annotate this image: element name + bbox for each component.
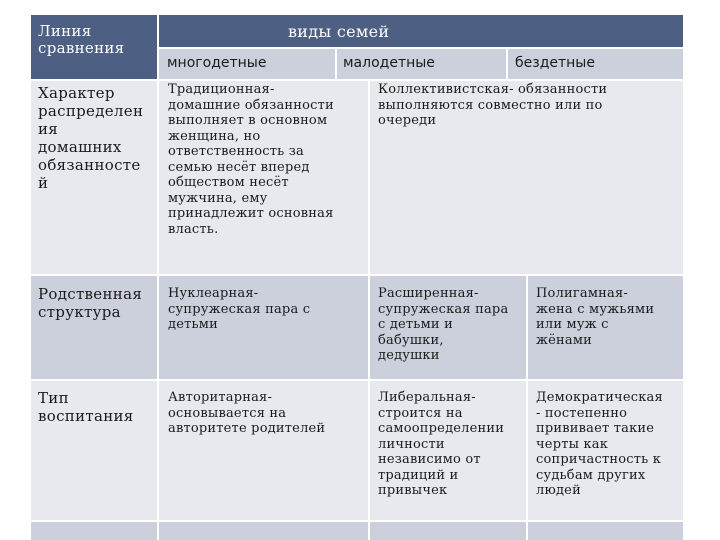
row-2-cell-2: Расширенная- супружеская пара с детьми и бабушки, дедушки <box>378 286 509 363</box>
col-divider-1 <box>157 15 159 540</box>
row-1-cell-2: Коллективистская- обязанности выполняются совместно или по очереди <box>378 82 608 128</box>
row-1-label: Характер распределен ия домашних обязанносте й <box>38 84 144 192</box>
row-2-label: Родственная структура <box>38 285 143 321</box>
subheader-childless: бездетные <box>515 55 595 71</box>
row-2-cell-3: Полигамная- жена с мужьями или муж с жёнами <box>536 286 655 348</box>
row-3-cell-3: Демократическая - постепенно прививает такие черты как сопричастность к судьбам других людей <box>536 390 663 498</box>
row-1-cell-1: Традиционная- домашние обязанности выполняет в основном женщина, но ответственность за семью несёт вперед обществом несёт мужчина, ему принадлежит основная власть. <box>168 82 334 237</box>
subheader-large-families: многодетные <box>167 55 267 71</box>
group-header-cell <box>159 15 683 47</box>
corner-header-label: Линия сравнения <box>38 22 125 57</box>
row-3-cell-2: Либеральная- строится на самоопределении личности независимо от традиций и привычек <box>378 390 505 498</box>
row-3-cell-1: Авторитарная- основывается на авторитете родителей <box>168 390 326 436</box>
subheader-small-families: малодетные <box>343 55 435 71</box>
group-header-label: виды семей <box>288 22 390 41</box>
col-divider-2 <box>368 81 370 540</box>
col-divider-3 <box>526 276 528 540</box>
row-2-cell-1: Нуклеарная- супружеская пара с детьми <box>168 286 311 332</box>
row-3-label: Тип воспитания <box>38 389 134 425</box>
row-4-bg <box>31 522 683 540</box>
